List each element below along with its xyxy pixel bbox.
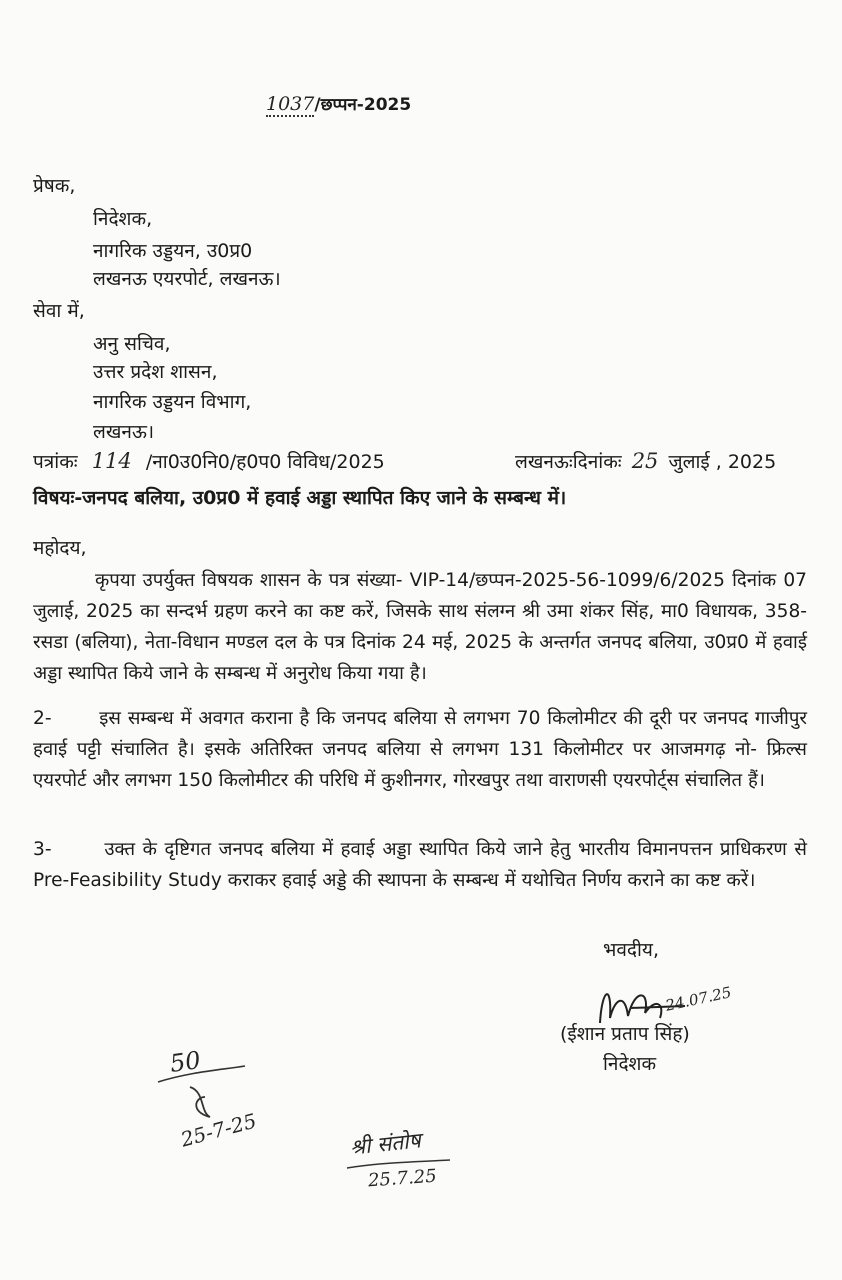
ref-date — [515, 448, 776, 474]
sender-label: प्रेषक, — [33, 175, 76, 197]
letter-number-handwritten: 1037 — [266, 93, 315, 115]
ref-line — [33, 448, 385, 474]
annotation-second-name: श्री संतोष — [348, 1128, 422, 1160]
signatory-title: निदेशक — [603, 1053, 657, 1075]
letter-number — [266, 92, 411, 115]
ref-date-suffix: जुलाई , 2025 — [668, 451, 777, 473]
recipient-label: सेवा में, — [33, 300, 85, 322]
paragraph-2: 2- इस सम्बन्ध में अवगत कराना है कि जनपद बलिया से लगभग 70 किलोमीटर की दूरी पर जनपद गाजीपुर हवाई पट्टी संचालित है। इसके अतिरिक्त जनपद बलिया से लगभग 131 किलोमीटर पर आजमगढ़ नो- फ्रिल्स एयरपोर्ट और लगभग 150 किलोमीटर की परिधि में कुशीनगर, गोरखपुर तथा वाराणसी एयरपोर्ट्स संचालित हैं। — [33, 708, 813, 791]
recipient-line-2: उत्तर प्रदेश शासन, — [93, 361, 218, 383]
subject: विषयः-जनपद बलिया, उ0प्र0 में हवाई अड्डा स्थापित किए जाने के सम्बन्ध में। — [33, 487, 567, 509]
paragraph-3: 3- उक्त के दृष्टिगत जनपद बलिया में हवाई अड्डा स्थापित किये जाने हेतु भारतीय विमानपत्तन प्राधिकरण से Pre-Feasibility Study कराकर हवाई अड्डे की स्थापना के सम्बन्ध में यथोचित निर्णय कराने का कष्ट करें। — [33, 839, 813, 891]
ref-handwritten-day: 25 — [631, 449, 659, 473]
closing: भवदीय, — [603, 939, 659, 961]
annotation-note-number: 50 — [168, 1046, 203, 1078]
recipient-line-4: लखनऊ। — [93, 421, 155, 443]
annotation-note-date: 25-7-25 — [178, 1108, 259, 1152]
ref-suffix: /ना0उ0नि0/ह0प0 विविध/2025 — [145, 451, 385, 473]
salutation: महोदय, — [33, 537, 87, 559]
ref-handwritten-number: 114 — [91, 449, 132, 473]
paragraph-1: कृपया उपर्युक्त विषयक शासन के पत्र संख्या- VIP-14/छप्पन-2025-56-1099/6/2025 दिनांक 07 जुलाई, 2025 का सन्दर्भ ग्रहण करने का कष्ट करें, जिसके साथ संलग्न श्री उमा शंकर सिंह, मा0 विधायक, 358-रसडा (बलिया), नेता-विधान मण्डल दल के पत्र दिनांक 24 मई, 2025 के अन्तर्गत जनपद बलिया, उ0प्र0 में हवाई अड्डा स्थापित किये जाने के सम्बन्ध में अनुरोध किया गया है। — [33, 570, 807, 684]
sender-line-2: नागरिक उड्डयन, उ0प्र0 — [93, 240, 253, 262]
ref-date-prefix: लखनऊःदिनांकः — [515, 451, 622, 473]
sender-line-3: लखनऊ एयरपोर्ट, लखनऊ। — [93, 268, 281, 290]
letter-number-rest: /छप्पन-2025 — [314, 95, 412, 115]
recipient-line-3: नागरिक उड्डयन विभाग, — [93, 391, 252, 413]
ref-prefix: पत्रांकः — [33, 451, 78, 473]
recipient-line-1: अनु सचिव, — [93, 333, 171, 355]
annotation-second-date: 25.7.25 — [367, 1165, 438, 1192]
sender-line-1: निदेशक, — [93, 208, 153, 230]
signatory-name: (ईशान प्रताप सिंह) — [560, 1023, 690, 1045]
signature-date: 24.07.25 — [663, 983, 733, 1015]
